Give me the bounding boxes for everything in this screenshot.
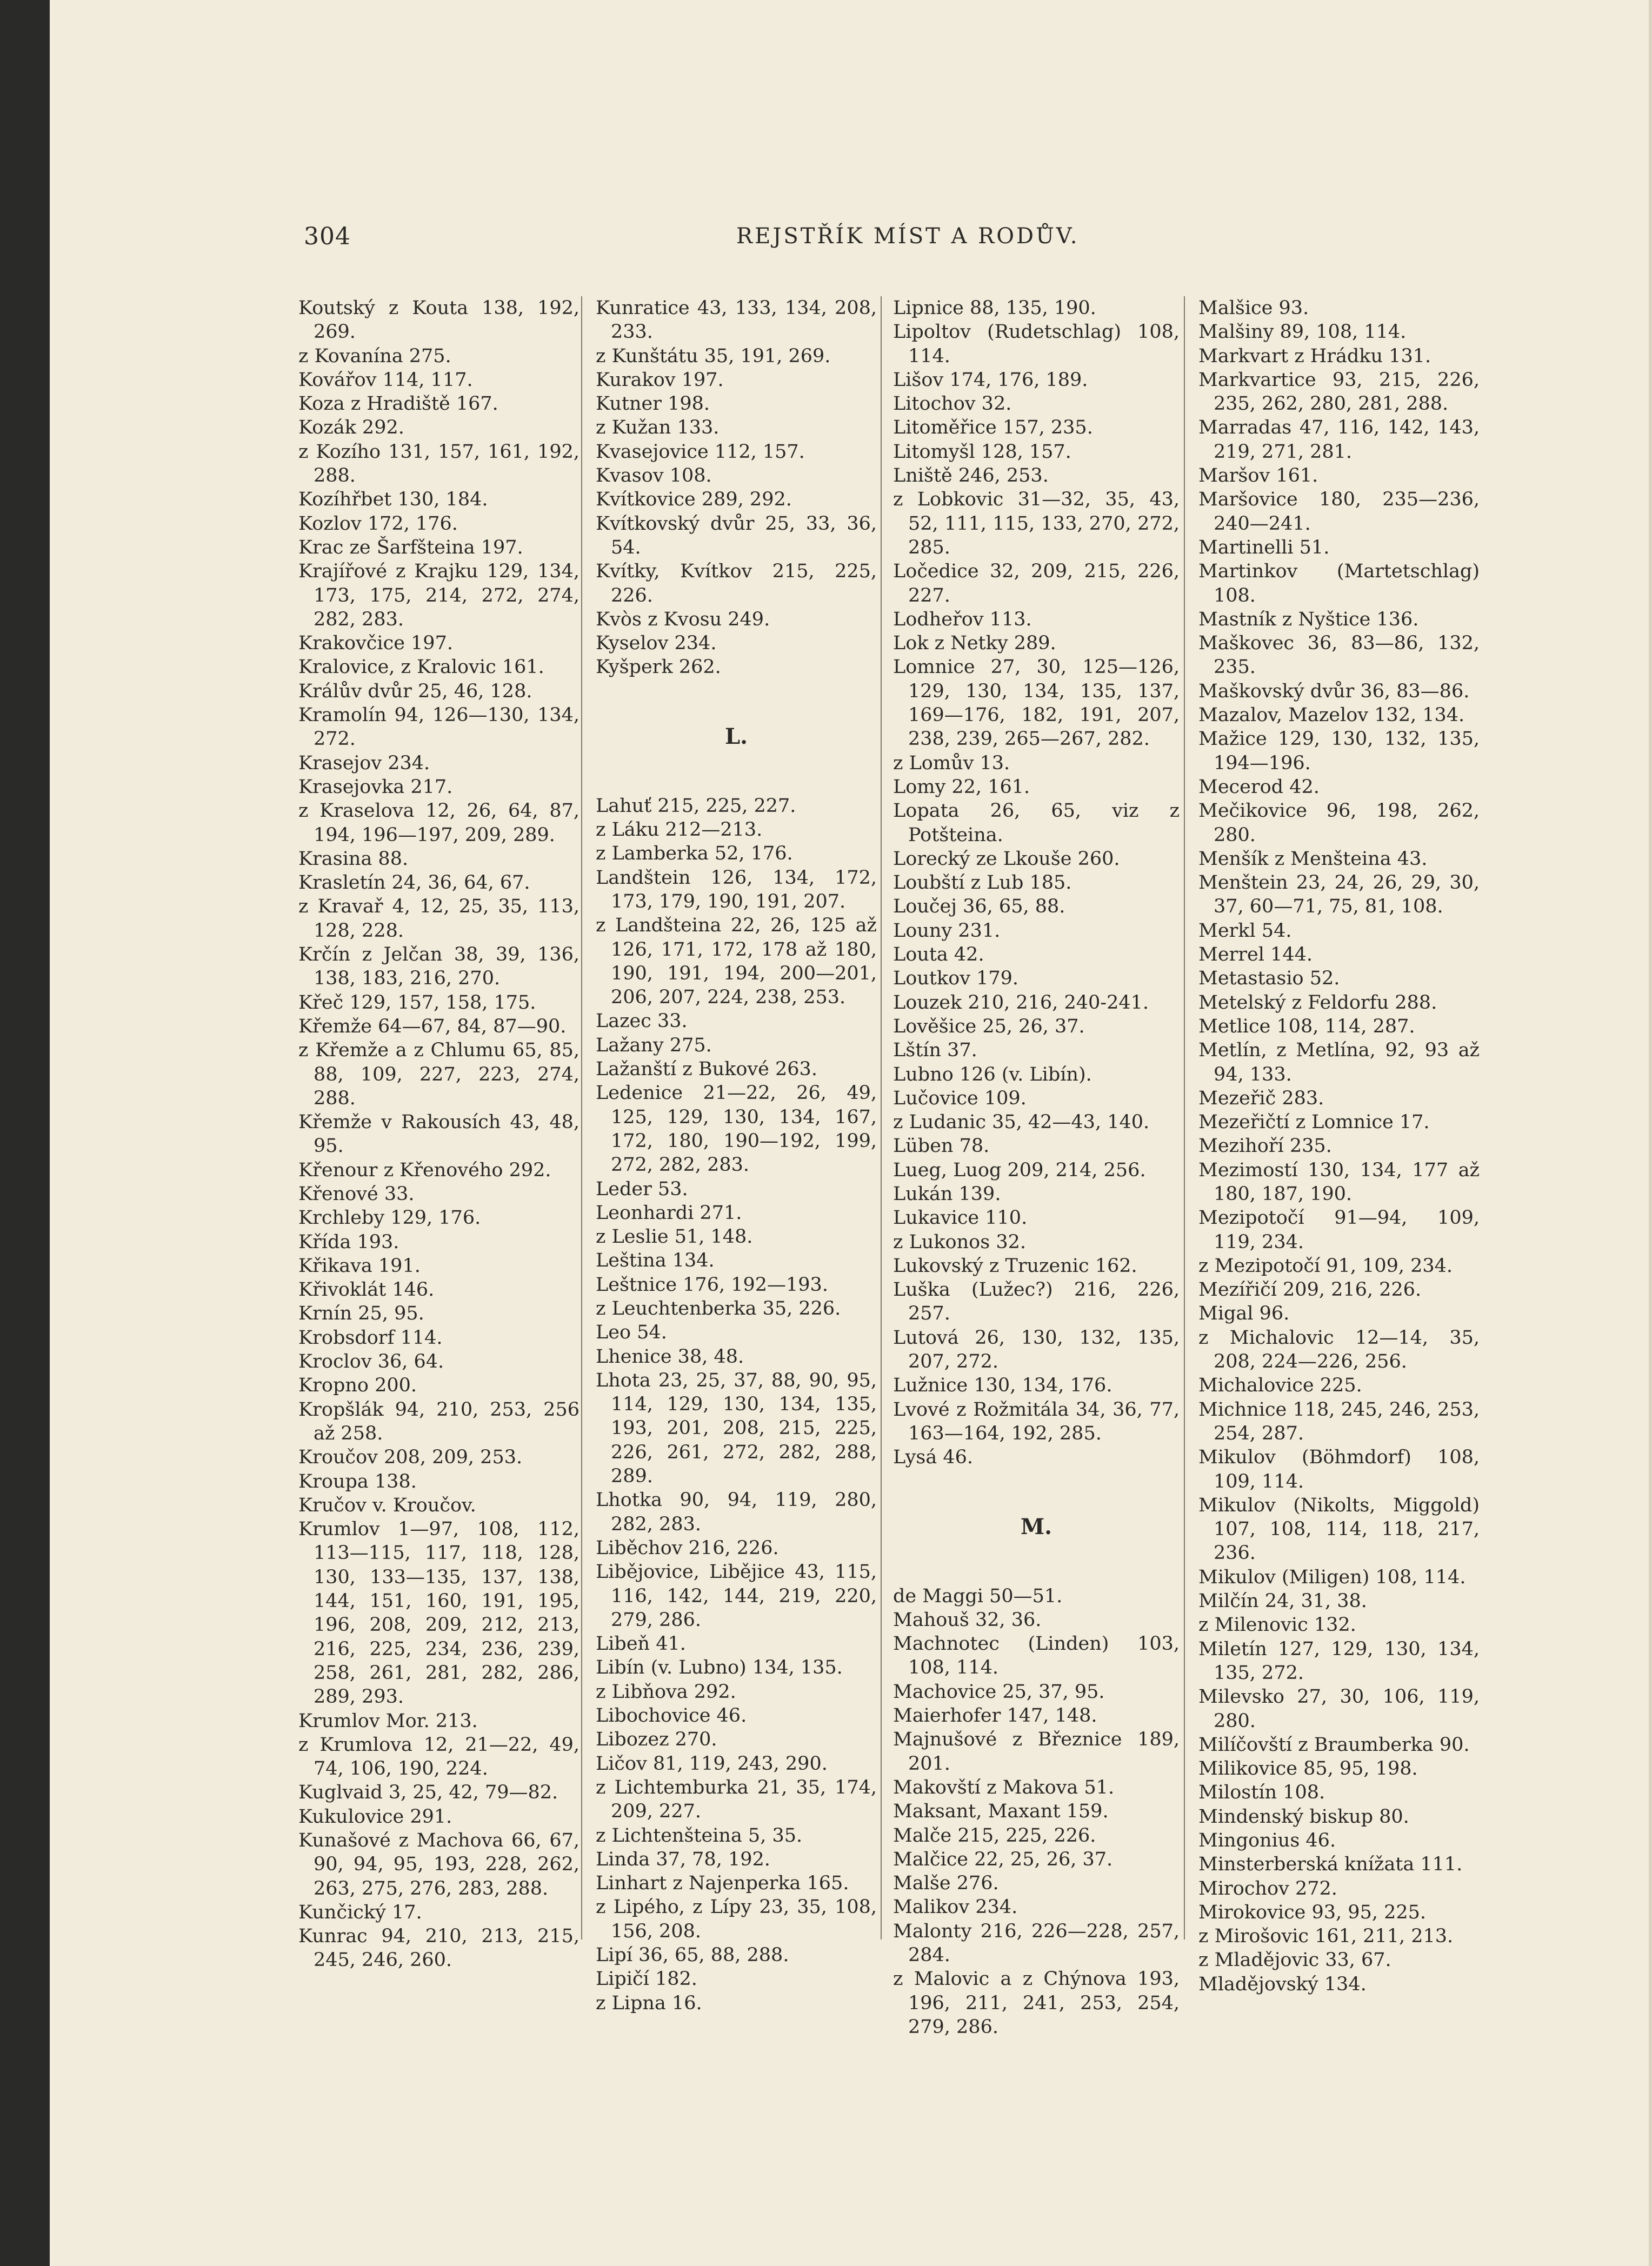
index-entry: Krchleby 129, 176. bbox=[298, 1207, 481, 1229]
index-entry: Ledenice 21—22, 26, 49, 125, 129, 130, 134, 167, 172, 180, 190—192, 199, 272, 282, 283. bbox=[596, 1082, 877, 1176]
index-entry: Milevsko 27, 30, 106, 119, 280. bbox=[1198, 1686, 1480, 1732]
index-entry: Litomyšl 128, 157. bbox=[893, 441, 1071, 463]
index-entry: Lazec 33. bbox=[596, 1010, 688, 1032]
index-entry: Maškovec 36, 83—86, 132, 235. bbox=[1198, 632, 1480, 678]
index-entry: Lažanští z Bukové 263. bbox=[596, 1058, 817, 1081]
index-entry: Maršov 161. bbox=[1198, 465, 1318, 487]
index-entry: Libějovice, Libějice 43, 115, 116, 142, 144, 219, 220, 279, 286. bbox=[596, 1561, 877, 1631]
index-entry: Malče 215, 225, 226. bbox=[893, 1824, 1096, 1847]
index-entry: Leonhardi 271. bbox=[596, 1202, 742, 1224]
index-entry: z Lukonos 32. bbox=[893, 1231, 1026, 1253]
index-entry: Lužnice 130, 134, 176. bbox=[893, 1375, 1113, 1397]
index-entry: Lopata 26, 65, viz z Potšteina. bbox=[893, 800, 1180, 846]
index-entry: z Křemže a z Chlumu 65, 85, 88, 109, 227, 223, 274, 288. bbox=[298, 1039, 579, 1109]
index-entry: Křemže 64—67, 84, 87—90. bbox=[298, 1015, 567, 1037]
index-entry: Křída 193. bbox=[298, 1231, 399, 1253]
index-entry: Libín (v. Lubno) 134, 135. bbox=[596, 1657, 843, 1679]
index-entry: Liběchov 216, 226. bbox=[596, 1537, 779, 1559]
index-entry: Krasletín 24, 36, 64, 67. bbox=[298, 872, 530, 894]
index-entry: Kvítkovice 289, 292. bbox=[596, 489, 792, 511]
index-entry: Lipičí 182. bbox=[596, 1968, 697, 1990]
index-entry: Kunratice 43, 133, 134, 208, 233. bbox=[596, 297, 877, 343]
page-edge bbox=[1649, 0, 1652, 2266]
index-entry: Mikulov (Böhmdorf) 108, 109, 114. bbox=[1198, 1447, 1480, 1492]
index-entry: Lipnice 88, 135, 190. bbox=[893, 297, 1096, 319]
index-entry: z Lichtenšteina 5, 35. bbox=[596, 1824, 803, 1847]
index-entry: Krnín 25, 95. bbox=[298, 1303, 424, 1325]
index-entry: Marradas 47, 116, 142, 143, 219, 271, 281. bbox=[1198, 417, 1480, 463]
index-entry: Malše 276. bbox=[893, 1872, 999, 1895]
index-entry: Mečikovice 96, 198, 262, 280. bbox=[1198, 800, 1480, 846]
index-entry: Lučovice 109. bbox=[893, 1087, 1027, 1109]
index-entry: Lutová 26, 130, 132, 135, 207, 272. bbox=[893, 1327, 1180, 1373]
index-entry: Michalovice 225. bbox=[1198, 1375, 1362, 1397]
index-entry: z Kravař 4, 12, 25, 35, 113, 128, 228. bbox=[298, 896, 579, 942]
index-entry: Machovice 25, 37, 95. bbox=[893, 1681, 1105, 1703]
index-entry: Kyselov 234. bbox=[596, 632, 717, 655]
index-entry: z Libňova 292. bbox=[596, 1681, 736, 1703]
index-entry: Malikov 234. bbox=[893, 1896, 1018, 1918]
index-entry: Metlice 108, 114, 287. bbox=[1198, 1015, 1415, 1037]
index-entry: Ločedice 32, 209, 215, 226, 227. bbox=[893, 561, 1180, 607]
index-entry: Kurakov 197. bbox=[596, 369, 724, 391]
index-entry: Maierhofer 147, 148. bbox=[893, 1705, 1097, 1727]
index-entry: Kralovice, z Kralovic 161. bbox=[298, 656, 544, 678]
index-entry: Louta 42. bbox=[893, 944, 984, 966]
index-entry: Loutkov 179. bbox=[893, 968, 1019, 990]
index-entry: Michnice 118, 245, 246, 253, 254, 287. bbox=[1198, 1398, 1480, 1444]
index-entry: Mažice 129, 130, 132, 135, 194—196. bbox=[1198, 728, 1480, 774]
book-page bbox=[50, 0, 1652, 2266]
index-entry: de Maggi 50—51. bbox=[893, 1585, 1063, 1607]
index-entry: Lukovský z Truzenic 162. bbox=[893, 1255, 1137, 1277]
index-entry: z Lipého, z Lípy 23, 35, 108, 156, 208. bbox=[596, 1896, 877, 1942]
index-entry: z Leuchtenberka 35, 226. bbox=[596, 1297, 841, 1319]
index-entry: Leština 134. bbox=[596, 1250, 715, 1272]
index-entry: Martinelli 51. bbox=[1198, 536, 1330, 558]
index-entry: Mirokovice 93, 95, 225. bbox=[1198, 1901, 1427, 1923]
index-entry: Křenour z Křenového 292. bbox=[298, 1159, 551, 1181]
index-column-3 bbox=[893, 296, 1180, 2039]
index-entry: Lipoltov (Rudetschlag) 108, 114. bbox=[893, 321, 1180, 367]
index-entry: Kroupa 138. bbox=[298, 1470, 417, 1492]
index-entry: Kovářov 114, 117. bbox=[298, 369, 473, 391]
index-entry: Linhart z Najenperka 165. bbox=[596, 1872, 849, 1895]
index-entry: Lahuť 215, 225, 227. bbox=[596, 795, 796, 817]
index-entry: Kvítky, Kvítkov 215, 225, 226. bbox=[596, 561, 877, 607]
index-entry: Křeč 129, 157, 158, 175. bbox=[298, 991, 536, 1014]
index-entry: Kozák 292. bbox=[298, 417, 404, 439]
index-entry: Merkl 54. bbox=[1198, 919, 1292, 942]
index-entry: Křivoklát 146. bbox=[298, 1279, 435, 1301]
index-entry: Kropšlák 94, 210, 253, 256 až 258. bbox=[298, 1398, 579, 1444]
index-entry: Litoměřice 157, 235. bbox=[893, 417, 1093, 439]
index-entry: Lišov 174, 176, 189. bbox=[893, 369, 1088, 391]
index-entry: z Leslie 51, 148. bbox=[596, 1226, 753, 1248]
index-entry: Kunrac 94, 210, 213, 215, 245, 246, 260. bbox=[298, 1925, 579, 1971]
index-entry: Kroclov 36, 64. bbox=[298, 1351, 444, 1373]
index-entry: Kyšperk 262. bbox=[596, 656, 721, 678]
index-entry: Miletín 127, 129, 130, 134, 135, 272. bbox=[1198, 1638, 1480, 1684]
index-entry: Ličov 81, 119, 243, 290. bbox=[596, 1752, 828, 1775]
index-entry: Kozíhřbet 130, 184. bbox=[298, 489, 488, 511]
index-entry: z Kužan 133. bbox=[596, 417, 720, 439]
index-entry: Linda 37, 78, 192. bbox=[596, 1848, 770, 1870]
index-entry: Králův dvůr 25, 46, 128. bbox=[298, 680, 532, 702]
index-entry: Lueg, Luog 209, 214, 256. bbox=[893, 1159, 1146, 1181]
index-entry: Mindenský biskup 80. bbox=[1198, 1805, 1409, 1828]
index-entry: Lhota 23, 25, 37, 88, 90, 95, 114, 129, 130, 134, 135, 193, 201, 208, 215, 225, 226, 261, 272, 282, 288, 289. bbox=[596, 1369, 877, 1488]
index-entry: Krac ze Šarfšteina 197. bbox=[298, 536, 523, 558]
index-entry: z Mezipotočí 91, 109, 234. bbox=[1198, 1255, 1453, 1277]
index-entry: Lověšice 25, 26, 37. bbox=[893, 1015, 1085, 1037]
index-entry: Louzek 210, 216, 240-241. bbox=[893, 991, 1149, 1014]
index-entry: Kunčický 17. bbox=[298, 1901, 422, 1923]
index-entry: Merrel 144. bbox=[1198, 944, 1313, 966]
index-entry: Krobsdorf 114. bbox=[298, 1327, 443, 1349]
index-entry: Lhotka 90, 94, 119, 280, 282, 283. bbox=[596, 1489, 877, 1535]
index-entry: z Lomův 13. bbox=[893, 752, 1010, 774]
index-entry: Leder 53. bbox=[596, 1178, 688, 1200]
index-entry: Malčice 22, 25, 26, 37. bbox=[893, 1848, 1113, 1870]
index-column-2 bbox=[596, 296, 877, 2015]
index-entry: Kroučov 208, 209, 253. bbox=[298, 1447, 523, 1469]
index-entry: Krumlov Mor. 213. bbox=[298, 1710, 478, 1732]
index-entry: Metlín, z Metlína, 92, 93 až 94, 133. bbox=[1198, 1039, 1480, 1085]
index-entry: Maršovice 180, 235—236, 240—241. bbox=[1198, 489, 1480, 535]
index-entry: Mingonius 46. bbox=[1198, 1830, 1336, 1851]
index-entry: Libozez 270. bbox=[596, 1729, 717, 1751]
index-entry: Lštín 37. bbox=[893, 1039, 977, 1062]
index-entry: Koutský z Kouta 138, 192, 269. bbox=[298, 297, 579, 343]
index-entry: Lvové z Rožmitála 34, 36, 77, 163—164, 192, 285. bbox=[893, 1398, 1180, 1444]
index-entry: Malonty 216, 226—228, 257, 284. bbox=[893, 1920, 1180, 1966]
index-entry: Kutner 198. bbox=[596, 393, 710, 415]
index-entry: Mikulov (Nikolts, Miggold) 107, 108, 114, 118, 217, 236. bbox=[1198, 1494, 1480, 1564]
index-entry: z Kunštátu 35, 191, 269. bbox=[596, 345, 831, 367]
index-entry: Krasejov 234. bbox=[298, 752, 430, 774]
index-entry: Loubští z Lub 185. bbox=[893, 872, 1072, 894]
column-rule bbox=[881, 296, 882, 1940]
index-entry: Mezimostí 130, 134, 177 až 180, 187, 190. bbox=[1198, 1159, 1480, 1205]
index-column-4 bbox=[1198, 296, 1480, 1996]
index-entry: Luška (Lužec?) 216, 226, 257. bbox=[893, 1279, 1180, 1325]
index-entry: Kropno 200. bbox=[298, 1375, 417, 1397]
index-entry: z Michalovic 12—14, 35, 208, 224—226, 256. bbox=[1198, 1327, 1480, 1373]
index-entry: Markvartice 93, 215, 226, 235, 262, 280, 281, 288. bbox=[1198, 369, 1480, 415]
index-entry: Lhenice 38, 48. bbox=[596, 1345, 744, 1368]
index-entry: Martinkov (Martetschlag) 108. bbox=[1198, 561, 1480, 607]
index-entry: Mazalov, Mazelov 132, 134. bbox=[1198, 704, 1465, 727]
index-entry: z Láku 212—213. bbox=[596, 819, 763, 841]
column-rule bbox=[581, 296, 582, 1940]
index-entry: Kunašové z Machova 66, 67, 90, 94, 95, 193, 228, 262, 263, 275, 276, 283, 288. bbox=[298, 1830, 579, 1900]
index-entry: Malšice 93. bbox=[1198, 297, 1309, 319]
section-letter: M. bbox=[1020, 1514, 1053, 1539]
index-entry: Lniště 246, 253. bbox=[893, 465, 1049, 487]
index-entry: Mezířičí 209, 216, 226. bbox=[1198, 1279, 1422, 1301]
index-entry: Malšiny 89, 108, 114. bbox=[1198, 321, 1407, 343]
index-entry: Lorecký ze Lkouše 260. bbox=[893, 848, 1120, 870]
index-entry: z Milenovic 132. bbox=[1198, 1614, 1356, 1636]
index-entry: z Mladějovic 33, 67. bbox=[1198, 1949, 1391, 1971]
index-entry: Mahouš 32, 36. bbox=[893, 1609, 1042, 1631]
index-entry: Krakovčice 197. bbox=[298, 632, 453, 655]
index-entry: z Landšteina 22, 26, 125 až 126, 171, 172, 178 až 180, 190, 191, 194, 200—201, 206, 207, 224, 238, 253. bbox=[596, 915, 877, 1009]
index-entry: Krumlov 1—97, 108, 112, 113—115, 117, 118, 128, 130, 133—135, 137, 138, 144, 151, 160, 191, 195, 196, 208, 209, 212, 213, 216, 225, 234, 236, 239, 258, 261, 281, 282, 286, 289, 293. bbox=[298, 1518, 579, 1708]
index-entry: Krasejovka 217. bbox=[298, 776, 453, 798]
index-entry: Mezihoří 235. bbox=[1198, 1135, 1332, 1157]
index-entry: Kvòs z Kvosu 249. bbox=[596, 608, 770, 630]
index-entry: z Ludanic 35, 42—43, 140. bbox=[893, 1111, 1150, 1134]
index-entry: z Kraselova 12, 26, 64, 87, 194, 196—197, 209, 289. bbox=[298, 800, 579, 846]
index-entry: z Lipna 16. bbox=[596, 1992, 702, 2014]
index-entry: Lubno 126 (v. Libín). bbox=[893, 1063, 1092, 1085]
index-entry: Kukulovice 291. bbox=[298, 1805, 452, 1828]
index-entry: Lukavice 110. bbox=[893, 1207, 1028, 1229]
index-entry: Lukán 139. bbox=[893, 1183, 1001, 1205]
index-entry: Leštnice 176, 192—193. bbox=[596, 1274, 828, 1296]
index-entry: Mezeřič 283. bbox=[1198, 1087, 1324, 1109]
index-entry: Milostín 108. bbox=[1198, 1782, 1325, 1804]
index-entry: Mladějovský 134. bbox=[1198, 1973, 1367, 1995]
running-title: REJSTŘÍK MÍST A RODŮV. bbox=[736, 224, 1080, 249]
index-entry: Migal 96. bbox=[1198, 1303, 1290, 1325]
index-entry: Metastasio 52. bbox=[1198, 968, 1340, 990]
index-entry: Lok z Netky 289. bbox=[893, 632, 1056, 655]
column-rule bbox=[1184, 296, 1185, 1940]
index-entry: Maškovský dvůr 36, 83—86. bbox=[1198, 680, 1470, 702]
index-entry: z Lamberka 52, 176. bbox=[596, 843, 793, 865]
index-entry: Minsterberská knížata 111. bbox=[1198, 1854, 1463, 1876]
index-entry: Mecerod 42. bbox=[1198, 776, 1320, 798]
index-entry: Lipí 36, 65, 88, 288. bbox=[596, 1944, 789, 1966]
index-entry: Lažany 275. bbox=[596, 1034, 712, 1056]
index-entry: Mezeřičtí z Lomnice 17. bbox=[1198, 1111, 1430, 1134]
index-entry: Lomnice 27, 30, 125—126, 129, 130, 134, 135, 137, 169—176, 182, 191, 207, 238, 239, 265—267, 282. bbox=[893, 656, 1180, 750]
index-entry: Mastník z Nyštice 136. bbox=[1198, 608, 1419, 630]
index-entry: Majnušové z Březnice 189, 201. bbox=[893, 1729, 1180, 1775]
index-entry: Kramolín 94, 126—130, 134, 272. bbox=[298, 704, 579, 750]
index-entry: z Kovanína 275. bbox=[298, 345, 451, 367]
index-entry: Koza z Hradiště 167. bbox=[298, 393, 498, 415]
index-entry: Mirochov 272. bbox=[1198, 1877, 1337, 1900]
index-entry: Markvart z Hrádku 131. bbox=[1198, 345, 1431, 367]
index-entry: Křemže v Rakousích 43, 48, 95. bbox=[298, 1111, 579, 1157]
index-entry: Lomy 22, 161. bbox=[893, 776, 1030, 798]
index-entry: Lysá 46. bbox=[893, 1447, 974, 1469]
index-entry: Maksant, Maxant 159. bbox=[893, 1801, 1109, 1823]
index-entry: Litochov 32. bbox=[893, 393, 1012, 415]
index-entry: Menštein 23, 24, 26, 29, 30, 37, 60—71, 75, 81, 108. bbox=[1198, 872, 1480, 918]
index-entry: z Krumlova 12, 21—22, 49, 74, 106, 190, 224. bbox=[298, 1734, 579, 1780]
index-entry: Krasina 88. bbox=[298, 848, 409, 870]
index-entry: Kozlov 172, 176. bbox=[298, 512, 458, 535]
index-entry: Kuglvaid 3, 25, 42, 79—82. bbox=[298, 1782, 558, 1804]
index-entry: Libochovice 46. bbox=[596, 1705, 747, 1727]
index-entry: Milíčovští z Braumberka 90. bbox=[1198, 1734, 1470, 1756]
index-entry: Kvítkovský dvůr 25, 33, 36, 54. bbox=[596, 512, 877, 558]
index-entry: Krčín z Jelčan 38, 39, 136, 138, 183, 216, 270. bbox=[298, 944, 579, 990]
index-entry: Libeň 41. bbox=[596, 1633, 686, 1655]
index-entry: Menšík z Menšteina 43. bbox=[1198, 848, 1428, 870]
index-entry: Milčín 24, 31, 38. bbox=[1198, 1590, 1367, 1612]
index-entry: Landštein 126, 134, 172, 173, 179, 190, 191, 207. bbox=[596, 867, 877, 912]
index-entry: Milikovice 85, 95, 198. bbox=[1198, 1758, 1418, 1780]
index-entry: Lüben 78. bbox=[893, 1135, 990, 1157]
index-entry: Makovští z Makova 51. bbox=[893, 1776, 1115, 1798]
index-entry: Krajířové z Krajku 129, 134, 173, 175, 214, 272, 274, 282, 283. bbox=[298, 561, 579, 630]
page-number: 304 bbox=[304, 223, 351, 250]
running-header bbox=[50, 223, 1652, 261]
index-entry: Kvasejovice 112, 157. bbox=[596, 441, 805, 463]
index-entry: z Kozího 131, 157, 161, 192, 288. bbox=[298, 441, 579, 487]
index-entry: Mezipotočí 91—94, 109, 119, 234. bbox=[1198, 1207, 1480, 1253]
index-entry: Leo 54. bbox=[596, 1322, 667, 1344]
index-entry: z Mirošovic 161, 211, 213. bbox=[1198, 1925, 1454, 1948]
index-entry: Metelský z Feldorfu 288. bbox=[1198, 991, 1437, 1014]
index-entry: z Lobkovic 31—32, 35, 43, 52, 111, 115, 133, 270, 272, 285. bbox=[893, 489, 1180, 558]
index-entry: Křikava 191. bbox=[298, 1255, 421, 1277]
index-entry: Loučej 36, 65, 88. bbox=[893, 896, 1065, 918]
index-entry: Kručov v. Kroučov. bbox=[298, 1494, 476, 1516]
index-column-1 bbox=[298, 296, 579, 1972]
index-entry: z Malovic a z Chýnova 193, 196, 211, 241, 253, 254, 279, 286. bbox=[893, 1968, 1180, 2038]
index-entry: Mikulov (Miligen) 108, 114. bbox=[1198, 1566, 1466, 1588]
index-entry: z Lichtemburka 21, 35, 174, 209, 227. bbox=[596, 1776, 877, 1823]
section-letter: L. bbox=[724, 723, 748, 749]
index-entry: Louny 231. bbox=[893, 919, 1001, 942]
index-entry: Lodheřov 113. bbox=[893, 608, 1032, 630]
index-entry: Kvasov 108. bbox=[596, 465, 712, 487]
index-entry: Křenové 33. bbox=[298, 1183, 415, 1205]
index-entry: Machnotec (Linden) 103, 108, 114. bbox=[893, 1633, 1180, 1679]
